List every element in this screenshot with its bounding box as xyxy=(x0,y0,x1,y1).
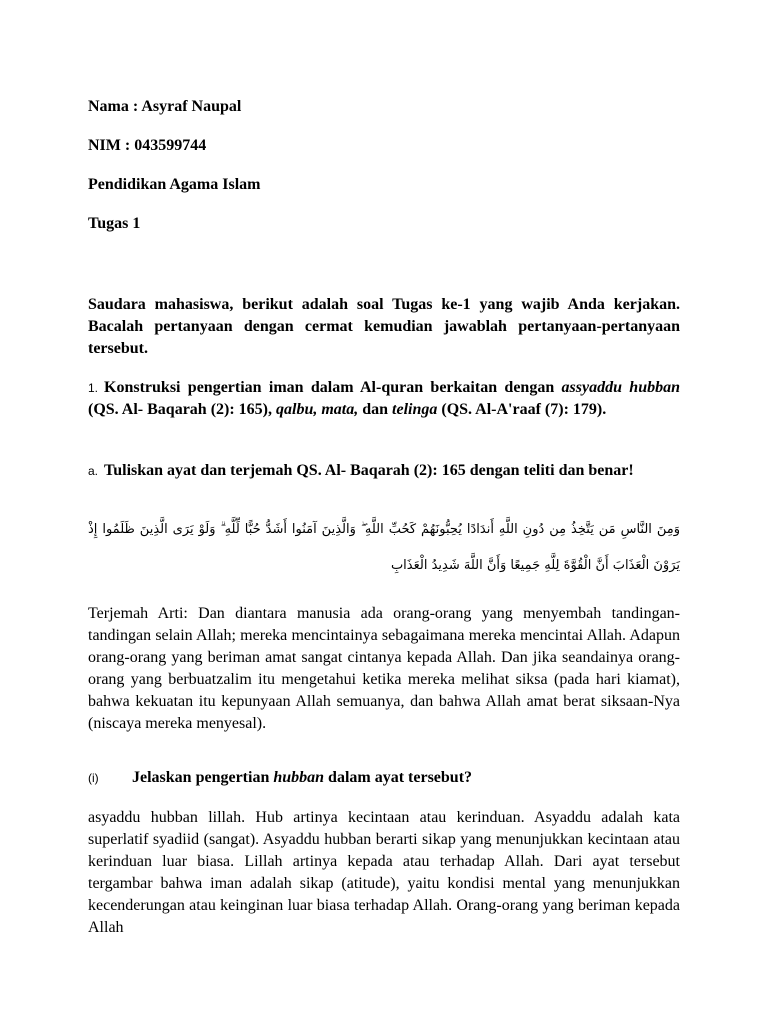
question-1-number: 1. xyxy=(88,381,99,395)
arabic-verse: وَمِنَ النَّاسِ مَن يَتَّخِذُ مِن دُونِ اللَّهِ أَندَادًا يُحِبُّونَهُمْ كَحُبِّ اللَّهِ ۖ وَالَّذِينَ آمَنُوا أَشَدُّ حُبًّا لِّلَّهِ ۗ وَلَوْ يَرَى الَّذِينَ ظَلَمُوا إِذْ يَرَوْنَ الْعَذَابَ أَنَّ الْقُوَّةَ لِلَّهِ جَمِيعًا وَأَنَّ اللَّهَ شَدِيدُ الْعَذَابِ xyxy=(88,522,680,573)
student-name: Nama : Asyraf Naupal xyxy=(88,98,242,115)
term-telinga: telinga xyxy=(392,401,438,418)
student-nim: NIM : 043599744 xyxy=(88,137,207,154)
translation-paragraph: Terjemah Arti: Dan diantara manusia ada orang-orang yang menyembah tandingan-tandingan selain Allah; mereka mencintainya sebagaimana mereka mencintai Allah. Adapun orang-orang yang beriman amat sangat cintanya kepada Allah. Dan jika seandainya orang-orang yang berbuatzalim itu mengetahui ketika mereka melihat siksa (pada hari kiamat), bahwa kekuatan itu kepunyaan Allah semuanya, dan bahwa Allah amat berat siksaan-Nya (niscaya mereka menyesal). xyxy=(88,605,680,732)
term-qalbu-mata: qalbu, mata, xyxy=(276,401,359,418)
question-1: 1. Konstruksi pengertian iman dalam Al-quran berkaitan dengan assyaddu hubban (QS. Al- Baqarah (2): 165), qalbu, mata, dan telinga (QS. Al-A'raaf (7): 179). xyxy=(88,379,680,418)
question-a: a. Tuliskan ayat dan terjemah QS. Al- Baqarah (2): 165 dengan teliti dan benar! xyxy=(88,462,634,479)
question-a-label: a. xyxy=(88,464,99,478)
term-assyaddu-hubban: assyaddu hubban xyxy=(561,379,680,396)
term-hubban: hubban xyxy=(273,769,325,786)
question-i-label: (i) xyxy=(88,771,99,785)
question-i: (i) Jelaskan pengertian hubban dalam ayat tersebut? xyxy=(88,767,680,789)
answer-i-paragraph: asyaddu hubban lillah. Hub artinya kecintaan atau kerinduan. Asyaddu adalah kata superlatif syadiid (sangat). Asyaddu hubban berarti sikap yang menunjukkan kecintaan atau kerinduan luar biasa. Lillah artinya kepada atau terhadap Allah. Dari ayat tersebut tergambar bahwa iman adalah sikap (atitude), yaitu kondisi mental yang menunjukkan kecenderungan atau keinginan luar biasa terhadap Allah. Orang-orang yang beriman kepada Allah xyxy=(88,809,680,936)
task-title: Tugas 1 xyxy=(88,215,141,232)
course-title: Pendidikan Agama Islam xyxy=(88,176,261,193)
intro-paragraph: Saudara mahasiswa, berikut adalah soal Tugas ke-1 yang wajib Anda kerjakan. Bacalah pertanyaan dengan cermat kemudian jawablah pertanyaan-pertanyaan tersebut. xyxy=(88,296,680,357)
